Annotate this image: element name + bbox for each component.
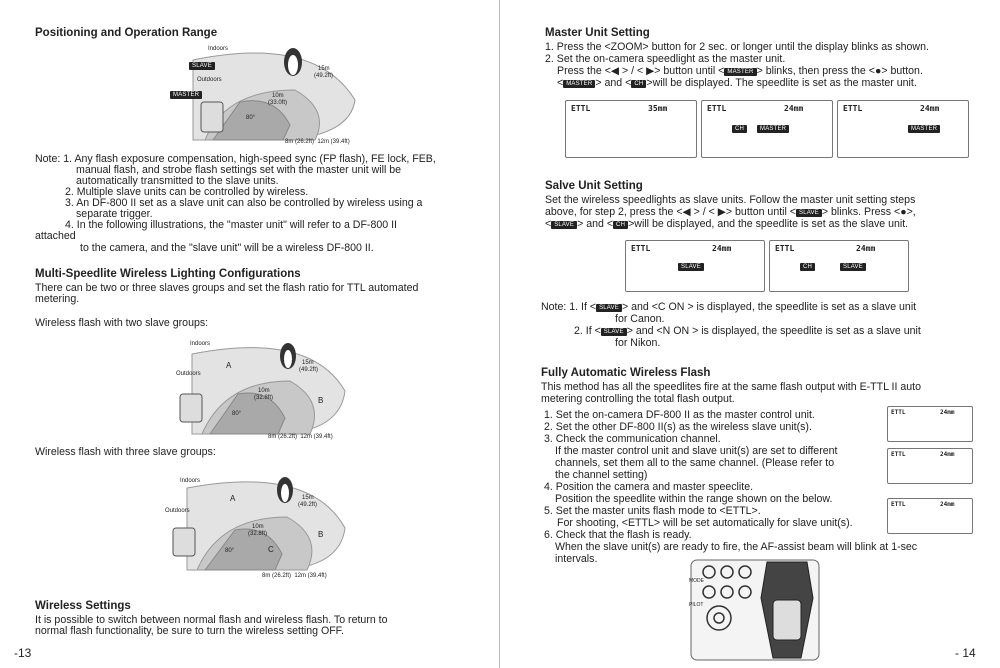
note-1c: automatically transmitted to the slave units. xyxy=(76,175,279,187)
left-right-arrows-icon: ◀ > / < ▶ xyxy=(610,65,655,77)
slave-title: Salve Unit Setting xyxy=(545,180,643,192)
angle-label-2: 80° xyxy=(232,411,242,417)
slave-p2: above, for step 2, press the <◀ > / < ▶> button until < SLAVE > blinks. Press <●>, xyxy=(545,206,916,218)
slave-note-1: Note: 1. If < SLAVE > and <C ON > is displayed, the speedlite is set as a slave unit xyxy=(541,301,917,313)
two-slave-caption: Wireless flash with two slave groups: xyxy=(35,317,209,329)
range-10m-ft-3: (32.8ft) xyxy=(248,531,268,537)
note-4b: attached xyxy=(35,230,76,242)
camera-icon xyxy=(201,102,223,132)
note-2: 2. Multiple slave units can be controlled by wireless. xyxy=(65,186,309,198)
range-10m-ft-2: (32.8ft) xyxy=(254,395,274,401)
slave-lcd-2: ETTL 24mm CH SLAVE xyxy=(769,240,909,292)
range-10m: 10m xyxy=(272,93,284,99)
auto-lcd-2: ETTL 24mm xyxy=(887,448,973,484)
positioning-title: Positioning and Operation Range xyxy=(35,27,218,39)
ch-badge: CH xyxy=(613,221,628,229)
auto-lcd-1: ETTL 24mm xyxy=(887,406,973,442)
note-3a: 3. An DF-800 II set as a slave unit can also be controlled by wireless using a xyxy=(65,197,423,209)
range-10m-2: 10m xyxy=(258,388,270,394)
camera-icon xyxy=(180,394,202,422)
multi-title: Multi-Speedlite Wireless Lighting Configurations xyxy=(35,268,301,280)
outdoors-label: Outdoors xyxy=(197,77,222,83)
auto-p1: This method has all the speedlites fire at the same flash output with E-TTL II auto xyxy=(541,381,921,393)
range-15m: 15m xyxy=(318,66,330,72)
page-number-right: - 14 xyxy=(955,646,976,660)
note-4a: 4. In the following illustrations, the "master unit" will refer to a DF-800 II xyxy=(65,219,397,231)
note-3b: separate trigger. xyxy=(76,208,153,220)
auto-step-5a: For shooting, <ETTL> will be set automatically for slave unit(s). xyxy=(557,517,853,529)
left-right-arrows-icon: ◀ > / < ▶ xyxy=(682,206,726,218)
slave-badge: SLAVE xyxy=(796,209,822,217)
wireless-settings-p1: It is possible to switch between normal flash and wireless flash. To return to xyxy=(35,614,388,626)
auto-step-3: 3. Check the communication channel. xyxy=(544,433,721,445)
slave-badge: SLAVE xyxy=(601,328,627,336)
set-button-icon: ● xyxy=(874,65,882,77)
master-step-1: 1. Press the <ZOOM> button for 2 sec. or longer until the display blinks as shown. xyxy=(545,41,929,53)
slave-p1: Set the wireless speedlights as slave units. Follow the master unit setting steps xyxy=(545,194,916,206)
range-10m-3: 10m xyxy=(252,524,264,530)
indoors-label-3: Indoors xyxy=(180,478,201,484)
multi-p2: metering. xyxy=(35,293,80,305)
auto-step-3a: If the master control unit and slave unit(s) are set to different xyxy=(555,445,838,457)
range-10m-ft: (33.0ft) xyxy=(268,100,288,106)
slave-badge: SLAVE xyxy=(189,62,215,70)
auto-title: Fully Automatic Wireless Flash xyxy=(541,367,711,379)
indoors-label-2: Indoors xyxy=(190,341,211,347)
angle-label: 80° xyxy=(246,115,256,121)
auto-step-3b: channels, set them all to the same channel. (Please refer to xyxy=(555,457,835,469)
auto-step-3c: the channel setting) xyxy=(555,469,648,481)
slave-badge: SLAVE xyxy=(596,304,622,312)
group-b-label-3: B xyxy=(318,530,324,539)
master-title: Master Unit Setting xyxy=(545,27,650,39)
slave-badge: SLAVE xyxy=(551,221,577,229)
range-15m-ft-2: (49.2ft) xyxy=(299,367,319,373)
auto-step-4a: Position the speedlite within the range shown on the below. xyxy=(555,493,833,505)
wireless-settings-title: Wireless Settings xyxy=(35,600,131,612)
outdoors-label-3: Outdoors xyxy=(165,508,190,514)
angle-label-3: 80° xyxy=(225,548,235,554)
right-page xyxy=(501,0,1000,668)
note-1a: Note: 1. Any flash exposure compensation, high-speed sync (FP flash), FE lock, FEB, xyxy=(35,153,436,165)
auto-step-6: 6. Check that the flash is ready. xyxy=(544,529,692,541)
auto-step-2: 2. Set the other DF-800 II(s) as the wireless slave unit(s). xyxy=(544,421,812,433)
note-4c: to the camera, and the "slave unit" will be a wireless DF-800 II. xyxy=(80,242,374,254)
slave-lcd-1: ETTL 24mm SLAVE xyxy=(625,240,765,292)
master-badge: MASTER xyxy=(724,68,756,76)
range-bottom-label-3: 8m (26.2ft) 12m (39.4ft) xyxy=(262,573,327,579)
auto-step-1: 1. Set the on-camera DF-800 II as the master control unit. xyxy=(544,409,815,421)
range-bottom-label: 8m (26.2ft) 12m (39.4ft) xyxy=(285,139,350,145)
group-c-label-3: C xyxy=(268,545,274,554)
group-a-label: A xyxy=(226,361,232,370)
auto-step-6b: intervals. xyxy=(555,553,598,565)
note-1b: manual flash, and strobe flash settings set with the master unit will be xyxy=(76,164,402,176)
pilot-label: PILOT xyxy=(689,602,704,608)
master-step-4: < MASTER > and < CH >will be displayed. The speedlite is set as the master unit. xyxy=(557,77,917,89)
page-number-left: -13 xyxy=(14,646,32,660)
master-step-3: Press the <◀ > / < ▶> button until < MASTER > blinks, then press the <●> button. xyxy=(557,65,923,77)
master-lcd-1: ETTL 35mm xyxy=(565,100,697,158)
group-a-label-3: A xyxy=(230,494,236,503)
wireless-settings-p2: normal flash functionality, be sure to turn the wireless setting OFF. xyxy=(35,625,344,637)
master-step-2: 2. Set the on-camera speedlight as the master unit. xyxy=(545,53,786,65)
range-15m-ft: (49.2ft) xyxy=(314,73,334,79)
ch-badge: CH xyxy=(631,80,646,88)
slave-note-1c: for Canon. xyxy=(615,313,665,325)
range-15m-2: 15m xyxy=(302,360,314,366)
master-badge: MASTER xyxy=(563,80,595,88)
master-lcd-2: ETTL 24mm CH MASTER xyxy=(701,100,833,158)
auto-p2: metering controlling the total flash output. xyxy=(541,393,735,405)
range-15m-ft-3: (49.2ft) xyxy=(298,502,318,508)
slave-p3: < SLAVE > and < CH >will be displayed, and the speedlite is set as the slave unit. xyxy=(545,218,909,230)
auto-step-5: 5. Set the master units flash mode to <ETTL>. xyxy=(544,505,761,517)
flash-back-panel-illustration xyxy=(689,558,821,662)
outdoors-label-2: Outdoors xyxy=(176,371,201,377)
slave-note-2c: for Nikon. xyxy=(615,337,661,349)
auto-lcd-3: ETTL 24mm xyxy=(887,498,973,534)
auto-step-4: 4. Position the camera and master speeclite. xyxy=(544,481,754,493)
group-b-label: B xyxy=(318,396,324,405)
set-button-icon: ● xyxy=(900,206,907,218)
indoors-label: Indoors xyxy=(208,46,229,52)
range-bottom-label-2: 8m (26.2ft) 12m (39.4ft) xyxy=(268,434,333,440)
camera-icon xyxy=(173,528,195,556)
range-15m-3: 15m xyxy=(302,495,314,501)
mode-label: MODE xyxy=(689,578,704,584)
three-slave-caption: Wireless flash with three slave groups: xyxy=(35,446,216,458)
auto-step-6a: When the slave unit(s) are ready to fire, the AF-assist beam will blink at 1-sec xyxy=(555,541,918,553)
master-lcd-3: ETTL 24mm MASTER xyxy=(837,100,969,158)
master-badge: MASTER xyxy=(170,91,202,99)
slave-note-2: 2. If < SLAVE > and <N ON > is displayed, the speedlite is set as a slave unit xyxy=(574,325,921,337)
multi-p1: There can be two or three slaves groups and set the flash ratio for TTL automated xyxy=(35,282,419,294)
